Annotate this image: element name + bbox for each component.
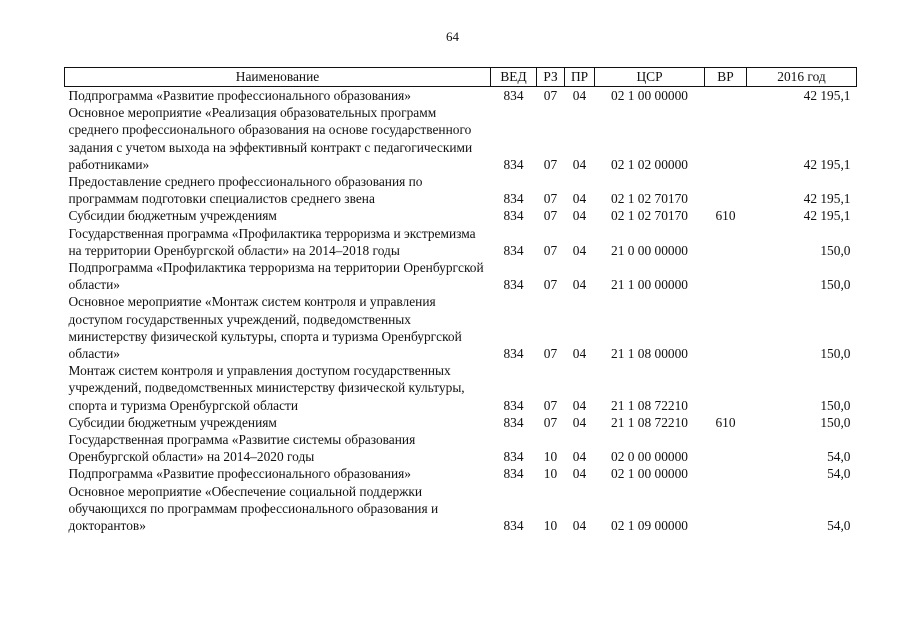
row-pr: 04 [572,88,587,103]
table-row [65,225,857,259]
row-ved: 834 [503,414,524,430]
row-name: Государственная программа «Развитие системы образования Оренбургской области» на 2014–2020 годы [68,432,416,465]
row-csr: 02 1 00 00000 [611,466,688,482]
row-rz: 07 [543,208,558,224]
header-pr: ПР [565,68,595,87]
row-pr: 04 [572,156,587,172]
row-rz: 07 [543,277,558,293]
row-rz: 10 [543,449,558,465]
row-name: Подпрограмма «Развитие профессионального образования» [68,466,411,482]
row-amount: 54,0 [827,466,851,482]
table-row [65,465,857,482]
row-ved: 834 [503,156,524,172]
header-name: Наименование [65,68,491,87]
row-csr: 02 1 02 70170 [611,208,688,224]
row-ved: 834 [503,88,524,103]
table-row [65,414,857,431]
row-pr: 04 [572,208,587,224]
row-csr: 21 1 08 72210 [611,414,688,430]
row-csr: 02 1 02 00000 [611,156,688,172]
table-row [65,259,857,293]
row-vr [705,225,747,259]
row-ved: 834 [503,518,524,534]
row-vr [705,465,747,482]
header-rz: РЗ [537,68,565,87]
table-row [65,207,857,224]
row-csr: 02 0 00 00000 [611,449,688,465]
row-rz: 07 [543,156,558,172]
row-vr: 610 [715,208,736,224]
table-row [65,87,857,105]
row-csr: 21 1 00 00000 [611,277,688,293]
row-pr: 04 [572,449,587,465]
row-name: Подпрограмма «Профилактика терроризма на территории Оренбургской области» [68,260,484,293]
row-rz: 07 [543,191,558,207]
row-amount: 150,0 [820,277,851,293]
row-pr: 04 [572,414,587,430]
row-pr: 04 [572,242,587,258]
table-row [65,104,857,173]
row-rz: 10 [543,518,558,534]
row-ved: 834 [503,397,524,413]
row-rz: 07 [543,414,558,430]
row-pr: 04 [572,518,587,534]
row-ved: 834 [503,346,524,362]
row-csr: 21 0 00 00000 [611,242,688,258]
row-vr [705,87,747,105]
row-ved: 834 [503,191,524,207]
row-amount: 42 195,1 [803,88,851,103]
row-rz: 07 [543,242,558,258]
row-rz: 07 [543,88,558,103]
header-csr: ЦСР [595,68,705,87]
row-amount: 150,0 [820,242,851,258]
row-amount: 42 195,1 [803,208,851,224]
row-name: Основное мероприятие «Монтаж систем контроля и управления доступом государственных учреждений, подведомственных министерству физической культуры, спорта и туризма Оренбургской области» [68,294,462,362]
row-csr: 21 1 08 00000 [611,346,688,362]
row-name: Основное мероприятие «Обеспечение социальной поддержки обучающихся по программам профессионального образования и докторантов» [68,483,439,534]
table-row [65,173,857,207]
table-row [65,293,857,362]
row-pr: 04 [572,397,587,413]
row-rz: 10 [543,466,558,482]
row-vr [705,362,747,414]
row-name: Подпрограмма «Развитие профессионального образования» [68,88,411,103]
row-ved: 834 [503,208,524,224]
row-vr [705,483,747,535]
row-ved: 834 [503,277,524,293]
row-pr: 04 [572,346,587,362]
row-name: Предоставление среднего профессионального образования по программам подготовки специалистов среднего звена [68,174,423,207]
row-pr: 04 [572,466,587,482]
table-row [65,362,857,414]
row-csr: 02 1 02 70170 [611,191,688,207]
row-vr: 610 [715,414,736,430]
row-csr: 21 1 08 72210 [611,397,688,413]
row-amount: 150,0 [820,397,851,413]
table-row [65,431,857,465]
row-name: Основное мероприятие «Реализация образовательных программ среднего профессионального образования на основе государственного задания с учетом выхода на эффективный контракт с педагогическими работниками» [68,105,473,172]
row-vr [705,173,747,207]
row-rz: 07 [543,346,558,362]
row-csr: 02 1 00 00000 [611,88,688,103]
row-vr [705,259,747,293]
table-header-row [65,68,857,87]
row-name: Субсидии бюджетным учреждениям [68,208,277,224]
row-vr [705,104,747,173]
row-ved: 834 [503,242,524,258]
row-amount: 54,0 [827,449,851,465]
row-amount: 150,0 [820,414,851,430]
row-pr: 04 [572,277,587,293]
row-ved: 834 [503,449,524,465]
row-amount: 54,0 [827,518,851,534]
row-name: Субсидии бюджетным учреждениям [68,414,277,430]
budget-table [64,67,857,534]
row-pr: 04 [572,191,587,207]
row-name: Государственная программа «Профилактика терроризма и экстремизма на территории Оренбургской области» на 2014–2018 годы [68,225,476,258]
row-name: Монтаж систем контроля и управления доступом государственных учреждений, подведомственных министерству физической культуры, спорта и туризма Оренбургской области [68,363,465,413]
row-amount: 42 195,1 [803,156,851,172]
header-ved: ВЕД [491,68,537,87]
row-ved: 834 [503,466,524,482]
row-vr [705,431,747,465]
table-row [65,483,857,535]
header-vr: ВР [705,68,747,87]
row-rz: 07 [543,397,558,413]
header-year: 2016 год [747,68,857,87]
row-vr [705,293,747,362]
page-number: 64 [446,29,459,44]
row-csr: 02 1 09 00000 [611,518,688,534]
row-amount: 150,0 [820,346,851,362]
row-amount: 42 195,1 [803,191,851,207]
